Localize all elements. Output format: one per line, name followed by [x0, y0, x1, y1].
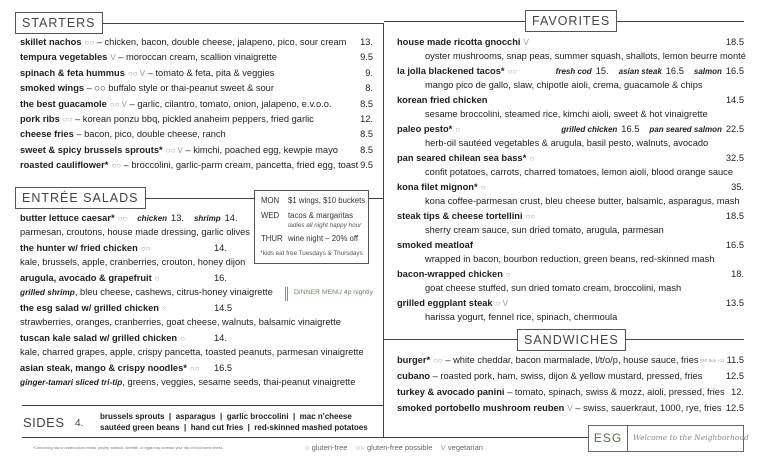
item-price: 14. — [214, 243, 227, 253]
item-price: 16.5 — [725, 240, 744, 250]
item-price: 13. — [360, 37, 373, 47]
menu-item — [20, 361, 380, 376]
menu-item — [397, 385, 744, 400]
item-price: 18.5 — [725, 211, 744, 221]
item-name: burger* — [397, 355, 431, 365]
item-name: arugula, avocado & grapefruit — [20, 273, 152, 283]
item-description: goat cheese stuffed, sun dried tomato cream, broccolini, mash — [425, 283, 682, 293]
diet-marks-icon: ○ — [162, 304, 167, 313]
item-description-line — [425, 165, 744, 180]
menu-item — [20, 271, 380, 286]
item-description-line — [425, 223, 744, 238]
menu-item — [397, 35, 744, 50]
item-description: wrapped in bacon, bourbon reduction, green beans, red-skinned mash — [425, 254, 715, 264]
sides-row-2: sautéed green beans | hand cut fries | red-skinned mashed potatoes — [100, 423, 368, 432]
specials-box — [254, 190, 369, 264]
item-name: la jolla blackened tacos* — [397, 66, 505, 76]
item-name: sweet & spicy brussels sprouts* — [20, 144, 163, 155]
special-text: tacos & margaritas — [288, 211, 353, 220]
item-name: steak tips & cheese tortellini — [397, 211, 523, 221]
option-label: pan seared salmon — [649, 125, 722, 134]
item-price: 18. — [731, 269, 744, 279]
item-description: – korean ponzu bbq, pickled anaheim peppers, fried garlic — [75, 114, 314, 124]
diet-marks-icon: ○○ — [84, 38, 95, 47]
item-description: – moroccan cream, scallion vinaigrette — [118, 52, 277, 63]
item-price: 18.5 — [725, 37, 744, 47]
diet-marks-icon: ○○ V — [127, 68, 146, 78]
diet-marks-icon: ○ — [180, 334, 185, 343]
item-price: 9.5 — [360, 52, 373, 63]
item-price: 8. — [365, 83, 373, 94]
item-description: – roasted pork, ham, swiss, dijon & yellow mustard, pressed, fries — [432, 371, 703, 381]
item-price: 9. — [365, 67, 373, 78]
item-lead: grilled shrimp — [20, 287, 75, 297]
option-price: 16.5 — [621, 124, 640, 134]
item-price: 16.5 — [214, 363, 233, 373]
vegetarian-icon: V — [440, 443, 446, 452]
option-price: 22.5 — [725, 124, 744, 134]
item-name: bacon-wrapped chicken — [397, 269, 503, 279]
item-name: skillet nachos — [20, 37, 82, 47]
diet-marks-icon: ○○ — [140, 244, 151, 253]
item-description-line — [20, 315, 380, 330]
menu-item — [397, 151, 744, 166]
item-description-line — [425, 310, 744, 325]
menu-item — [397, 93, 744, 108]
special-text: $1 wings, $10 buckets — [288, 196, 366, 205]
option-label: shrimp — [193, 214, 221, 223]
item-description: strawberries, oranges, cranberries, goat cheese, walnuts, balsamic vinaigrette — [20, 317, 341, 327]
sides-top-rule — [22, 405, 383, 406]
option-label: salmon — [693, 67, 722, 76]
item-name: turkey & avocado panini — [397, 387, 505, 397]
item-description: , greens, veggies, sesame seeds, thai-peanut vinaigrette — [122, 377, 356, 387]
menu-item — [397, 64, 744, 79]
item-name: spinach & feta hummus — [20, 67, 125, 78]
sides-price: 4. — [75, 418, 84, 429]
diet-marks-icon: ○○ — [62, 115, 73, 124]
option-label: grilled chicken — [561, 125, 618, 134]
item-price: 32.5 — [725, 153, 744, 163]
item-price: 11.5 — [726, 355, 744, 365]
item-description: , bleu cheese, cashews, citrus-honey vinaigrette — [74, 287, 273, 297]
esg-logo: ESG — [589, 426, 628, 451]
item-note: (GF bun +1) — [699, 358, 724, 363]
item-description-line — [425, 107, 744, 122]
starters-rule — [85, 23, 383, 24]
item-price: 12.5 — [725, 403, 744, 413]
item-description: – swiss, sauerkraut, 1000, rye, fries — [575, 403, 722, 413]
item-name: the hunter w/ fried chicken — [20, 243, 138, 253]
option-label: asian steak — [618, 67, 662, 76]
tagline: Welcome to the Neighborhood — [633, 433, 749, 442]
diet-marks-icon: V — [110, 53, 116, 63]
special-text: wine night – 20% off — [288, 234, 359, 243]
diet-marks-icon: ○○ V — [165, 145, 183, 155]
item-description-line — [20, 345, 380, 360]
diet-marks-icon: ○ — [529, 154, 535, 163]
menu-item — [20, 127, 373, 142]
menu-item — [20, 50, 373, 65]
menu-item — [20, 66, 373, 81]
menu-item — [20, 158, 373, 173]
menu-item — [20, 143, 373, 158]
special-day: THUR — [261, 234, 283, 243]
item-price: 14.5 — [214, 303, 233, 313]
gluten-free-icon: ○ — [305, 443, 310, 452]
starters-list — [20, 35, 373, 175]
dinner-note — [285, 287, 373, 301]
menu-item — [397, 267, 744, 282]
menu-item — [397, 401, 744, 416]
menu-item — [397, 238, 744, 253]
item-description: oyster mushrooms, snap peas, summer squash, shallots, lemon beurre monté — [425, 51, 746, 61]
option-price: 13. — [171, 213, 184, 223]
salads-rule-right — [368, 198, 383, 199]
item-description: – chicken, bacon, double cheese, jalapeno, pico, sour cream — [96, 37, 347, 47]
starters-heading: STARTERS — [15, 12, 103, 34]
diet-marks-icon: ○○ — [433, 356, 443, 365]
menu-item — [20, 81, 373, 96]
item-description: kale, charred grapes, apple, crispy pancetta, toasted peanuts, parmesan vinaigrette — [20, 347, 364, 357]
item-options — [546, 64, 744, 79]
menu-item — [397, 122, 744, 137]
brand-box — [588, 425, 749, 452]
item-name: the esg salad w/ grilled chicken — [20, 303, 159, 313]
item-description: – tomato, spinach, swiss & mozz, aioli, pressed, fries — [507, 387, 725, 397]
item-name: asian steak, mango & crispy noodles* — [20, 363, 187, 373]
special-day: MON — [261, 196, 280, 205]
special-subtext: ladies all night happy hour — [288, 222, 362, 229]
option-price: 16.5 — [665, 66, 684, 76]
diet-marks-icon: ○○ — [189, 364, 200, 373]
menu-item — [20, 97, 373, 112]
item-description: – white cheddar, bacon marmalade, l/t/o/p, house sauce, fries — [445, 355, 699, 365]
item-description-line — [425, 136, 744, 151]
item-name: cubano — [397, 371, 431, 381]
item-name: cheese fries — [20, 129, 74, 140]
menu-item — [397, 369, 744, 384]
item-description-line — [425, 281, 744, 296]
diet-marks-icon: ○ — [455, 125, 461, 134]
item-price: 14. — [214, 333, 227, 343]
item-name: roasted cauliflower* — [20, 160, 109, 171]
item-name: the best guacamole — [20, 98, 107, 109]
item-description-line — [425, 252, 744, 267]
item-name: pan seared chilean sea bass* — [397, 153, 527, 163]
item-price: 9.5 — [360, 160, 373, 171]
column-divider — [383, 23, 384, 437]
item-name: tempura vegetables — [20, 52, 108, 63]
favorites-heading: FAVORITES — [525, 10, 617, 32]
diet-marks-icon: ○ — [505, 270, 511, 279]
menu-item — [397, 296, 744, 311]
footnote: *Consuming raw or undercooked meats, poultry, seafood, shellfish, or eggs may increase your risk of food borne illness. — [33, 446, 224, 450]
sides-bottom-rule — [22, 437, 588, 438]
diet-marks-icon: ○ V — [495, 299, 508, 308]
item-price: 35. — [731, 182, 744, 192]
option-price: 16.5 — [725, 66, 744, 76]
menu-item — [20, 331, 380, 346]
special-day: WED — [261, 211, 280, 220]
item-name: pork ribs — [20, 114, 60, 124]
item-name: grilled eggplant steak — [397, 298, 493, 308]
item-name: smoked portobello mushroom reuben — [397, 403, 565, 413]
item-name: butter lettuce caesar* — [20, 213, 115, 223]
item-description: – bacon, pico, double cheese, ranch — [76, 129, 226, 140]
item-price: 12. — [731, 387, 744, 397]
option-price: 15. — [595, 66, 609, 76]
item-price: 16. — [214, 273, 227, 283]
item-description: – kimchi, poached egg, kewpie mayo — [185, 144, 338, 155]
legend-label: vegetarian — [447, 443, 483, 452]
item-name: kona filet mignon* — [397, 182, 478, 192]
item-description: kona coffee-parmesan crust, bleu cheese butter, balsamic, asparagus, mash — [425, 196, 740, 206]
item-name: tuscan kale salad w/ grilled chicken — [20, 333, 178, 343]
item-description: – garlic, cilantro, tomato, onion, jalapeno, e.v.o.o. — [129, 98, 332, 109]
item-description: mango pico de gallo, slaw, chipotle aioli, crema, guacamole & chips — [425, 80, 703, 90]
item-price: 8.5 — [360, 129, 373, 140]
salads-heading: ENTRÉE SALADS — [15, 187, 146, 209]
legend-label: gluten-free — [311, 443, 348, 452]
favorites-list — [397, 35, 744, 325]
item-description: kale, brussels, apple, cranberries, crouton, honey dijon — [20, 257, 246, 267]
item-description-line — [425, 78, 744, 93]
item-description: confit potatoes, carrots, charred tomatoes, lemon aioli, blood orange sauce — [425, 167, 734, 177]
menu-item — [20, 112, 373, 127]
item-description-line — [425, 49, 744, 64]
item-price: 14.5 — [725, 95, 744, 105]
sides-section — [23, 412, 383, 436]
item-description: sherry cream sauce, sun dried tomato, arugula, parmesan — [425, 225, 664, 235]
sides-row-1: brussels sprouts | asparagus | garlic broccolini | mac n'cheese — [100, 412, 352, 421]
gluten-free-possible-icon: ○○ — [355, 443, 365, 452]
item-price: 8.5 — [360, 144, 373, 155]
diet-marks-icon: ○○ — [111, 161, 122, 171]
menu-item — [20, 35, 373, 50]
legend — [305, 443, 483, 452]
item-description-line — [425, 194, 744, 209]
item-price: 12. — [360, 114, 373, 124]
item-description: parmesan, croutons, house made dressing, garlic olives — [20, 227, 250, 237]
item-price: 13.5 — [725, 298, 744, 308]
menu-item — [397, 209, 744, 224]
item-price: 12.5 — [725, 371, 744, 381]
item-description-line — [20, 375, 380, 390]
item-name: korean fried chicken — [397, 95, 488, 105]
item-name: house made ricotta gnocchi — [397, 37, 521, 47]
sandwiches-heading: SANDWICHES — [517, 329, 626, 351]
legend-label: gluten-free possible — [366, 443, 433, 452]
item-name: smoked wings — [20, 83, 85, 94]
option-label: chicken — [137, 214, 168, 223]
item-description: sesame broccolini, steamed rice, kimchi aioli, sweet & hot vinaigrette — [425, 109, 708, 119]
item-description: harissa yogurt, fennel rice, spinach, chermoula — [425, 312, 618, 322]
option-label: fresh cod — [555, 67, 592, 76]
diet-marks-icon: ○ — [154, 274, 160, 283]
diet-marks-icon: V — [567, 404, 573, 413]
item-description: – tomato & feta, pita & veggies — [147, 67, 275, 78]
diet-marks-icon: V — [523, 38, 529, 47]
option-price: 14. — [224, 213, 238, 223]
sides-title: SIDES — [23, 415, 65, 430]
sandwiches-list — [397, 353, 744, 418]
item-description: – ○○ buffalo style or thai-peanut sweet & sour — [86, 83, 274, 94]
menu-item — [397, 353, 744, 368]
diet-marks-icon: ○○ — [525, 212, 536, 221]
item-price: 8.5 — [360, 98, 373, 109]
item-description: – broccolini, garlic-parm cream, pancetta, fried egg, toast — [123, 160, 359, 171]
item-options — [551, 122, 744, 137]
diet-marks-icon: ○ — [480, 183, 486, 192]
item-name: smoked meatloaf — [397, 240, 473, 250]
diet-marks-icon: ○○ — [507, 67, 518, 76]
diet-marks-icon: ○○ V — [109, 99, 128, 109]
kids-note: *kids eat free Tuesdays & Thursdays — [260, 250, 363, 257]
diet-marks-icon: ○○ — [117, 214, 128, 223]
item-description: herb-oil sautéed vegetables & arugula, basil pesto, walnuts, avocado — [425, 138, 709, 148]
item-name: paleo pesto* — [397, 124, 453, 134]
item-lead: ginger-tamari sliced tri-tip — [20, 377, 123, 387]
menu-item — [397, 180, 744, 195]
dinner-note-text: DINNER MENU 4p nightly — [294, 289, 373, 296]
menu-item — [20, 301, 380, 316]
